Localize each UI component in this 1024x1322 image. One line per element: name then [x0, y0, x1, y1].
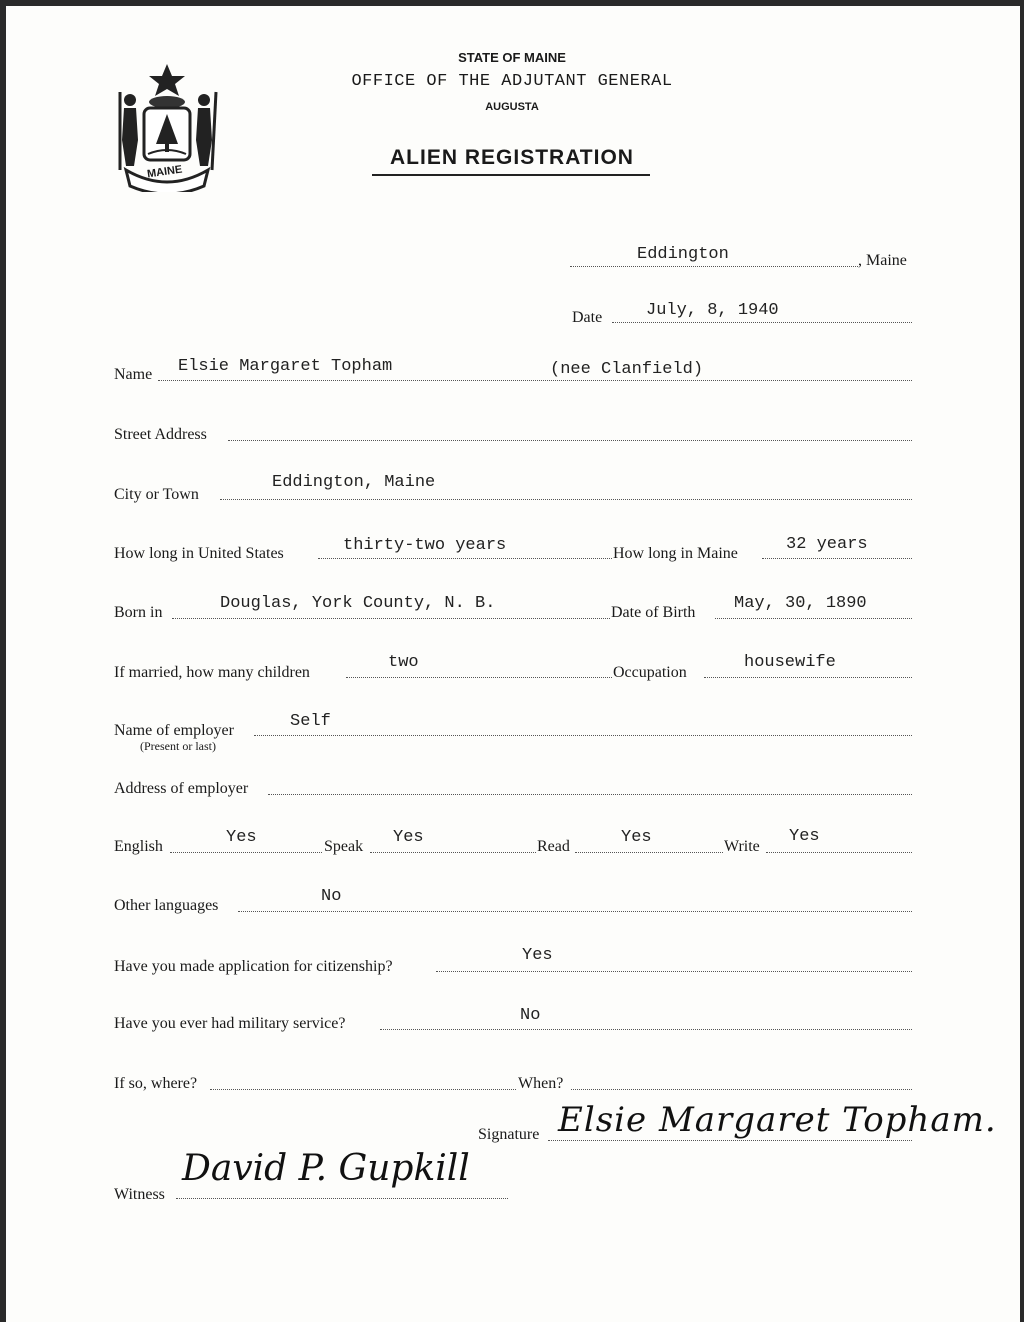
form-title: ALIEN REGISTRATION: [390, 146, 634, 169]
how-long-maine-value: 32 years: [786, 535, 868, 554]
witness-handwritten: David P. Gupkill: [182, 1148, 470, 1189]
scan-border-top: [0, 0, 1024, 6]
other-languages-field-line: [238, 911, 912, 912]
write-value: Yes: [789, 827, 820, 846]
how-long-maine-field-line: [762, 558, 912, 559]
occupation-label: Occupation: [613, 664, 687, 681]
born-in-field-line: [172, 618, 610, 619]
name-value: Elsie Margaret Topham: [178, 357, 393, 376]
speak-field-line: [370, 852, 536, 853]
date-of-birth-field-line: [715, 618, 912, 619]
read-label: Read: [537, 838, 570, 855]
scan-border-right: [1020, 0, 1024, 1322]
street-field-line: [228, 440, 912, 441]
occupation-field-line: [704, 677, 912, 678]
city-label: City or Town: [114, 486, 199, 503]
read-field-line: [575, 852, 723, 853]
where-field-line: [210, 1089, 516, 1090]
military-value: No: [520, 1006, 541, 1025]
seal-banner-text: MAINE: [146, 163, 184, 181]
name-field-line: [158, 380, 912, 381]
employer-address-field-line: [268, 794, 912, 795]
children-label: If married, how many children: [114, 664, 310, 681]
maine-suffix-label: , Maine: [858, 252, 907, 269]
english-field-line: [170, 852, 322, 853]
children-field-line: [346, 677, 612, 678]
english-label: English: [114, 838, 163, 855]
title-underline: [372, 174, 650, 176]
employer-address-label: Address of employer: [114, 780, 249, 797]
date-value: July, 8, 1940: [646, 301, 779, 320]
employer-label: Name of employer: [114, 722, 234, 739]
witness-label: Witness: [114, 1186, 165, 1203]
header-state: STATE OF MAINE: [458, 50, 566, 65]
city-field-line: [220, 499, 912, 500]
english-value: Yes: [226, 828, 257, 847]
military-label: Have you ever had military service?: [114, 1015, 346, 1032]
city-value: Eddington, Maine: [272, 473, 436, 492]
speak-label: Speak: [324, 838, 364, 855]
scan-border-left: [0, 0, 6, 1322]
other-languages-value: No: [321, 887, 342, 906]
header-city: AUGUSTA: [485, 101, 539, 113]
signature-handwritten: Elsie Margaret Topham.: [558, 1100, 997, 1140]
read-value: Yes: [621, 828, 652, 847]
born-in-label: Born in: [114, 604, 163, 621]
how-long-us-field-line: [318, 558, 612, 559]
citizenship-field-line: [436, 971, 912, 972]
nee-value: (nee Clanfield): [550, 360, 704, 379]
signature-field-line: [548, 1140, 912, 1141]
speak-value: Yes: [393, 828, 424, 847]
street-label: Street Address: [114, 426, 207, 443]
write-field-line: [766, 852, 912, 853]
when-label: When?: [518, 1075, 564, 1092]
signature-label: Signature: [478, 1126, 540, 1143]
where-label: If so, where?: [114, 1075, 198, 1092]
citizenship-label: Have you made application for citizenship?: [114, 958, 393, 975]
military-field-line: [380, 1029, 912, 1030]
how-long-maine-label: How long in Maine: [613, 545, 738, 562]
employer-note: (Present or last): [140, 739, 216, 753]
write-label: Write: [724, 838, 760, 855]
date-of-birth-label: Date of Birth: [611, 604, 696, 621]
witness-field-line: [176, 1198, 508, 1199]
town-value: Eddington: [637, 245, 729, 264]
employer-value: Self: [290, 712, 331, 731]
name-label: Name: [114, 366, 153, 383]
town-field-line: [570, 266, 858, 267]
date-field-line: [612, 322, 912, 323]
when-field-line: [571, 1089, 912, 1090]
how-long-us-label: How long in United States: [114, 545, 284, 562]
born-in-value: Douglas, York County, N. B.: [220, 594, 496, 613]
date-label: Date: [572, 309, 603, 326]
date-of-birth-value: May, 30, 1890: [734, 594, 867, 613]
occupation-value: housewife: [744, 653, 836, 672]
header-office: OFFICE OF THE ADJUTANT GENERAL: [351, 72, 673, 91]
citizenship-value: Yes: [522, 946, 553, 965]
employer-field-line: [254, 735, 912, 736]
how-long-us-value: thirty-two years: [343, 536, 507, 555]
children-value: two: [388, 653, 419, 672]
other-languages-label: Other languages: [114, 897, 219, 914]
